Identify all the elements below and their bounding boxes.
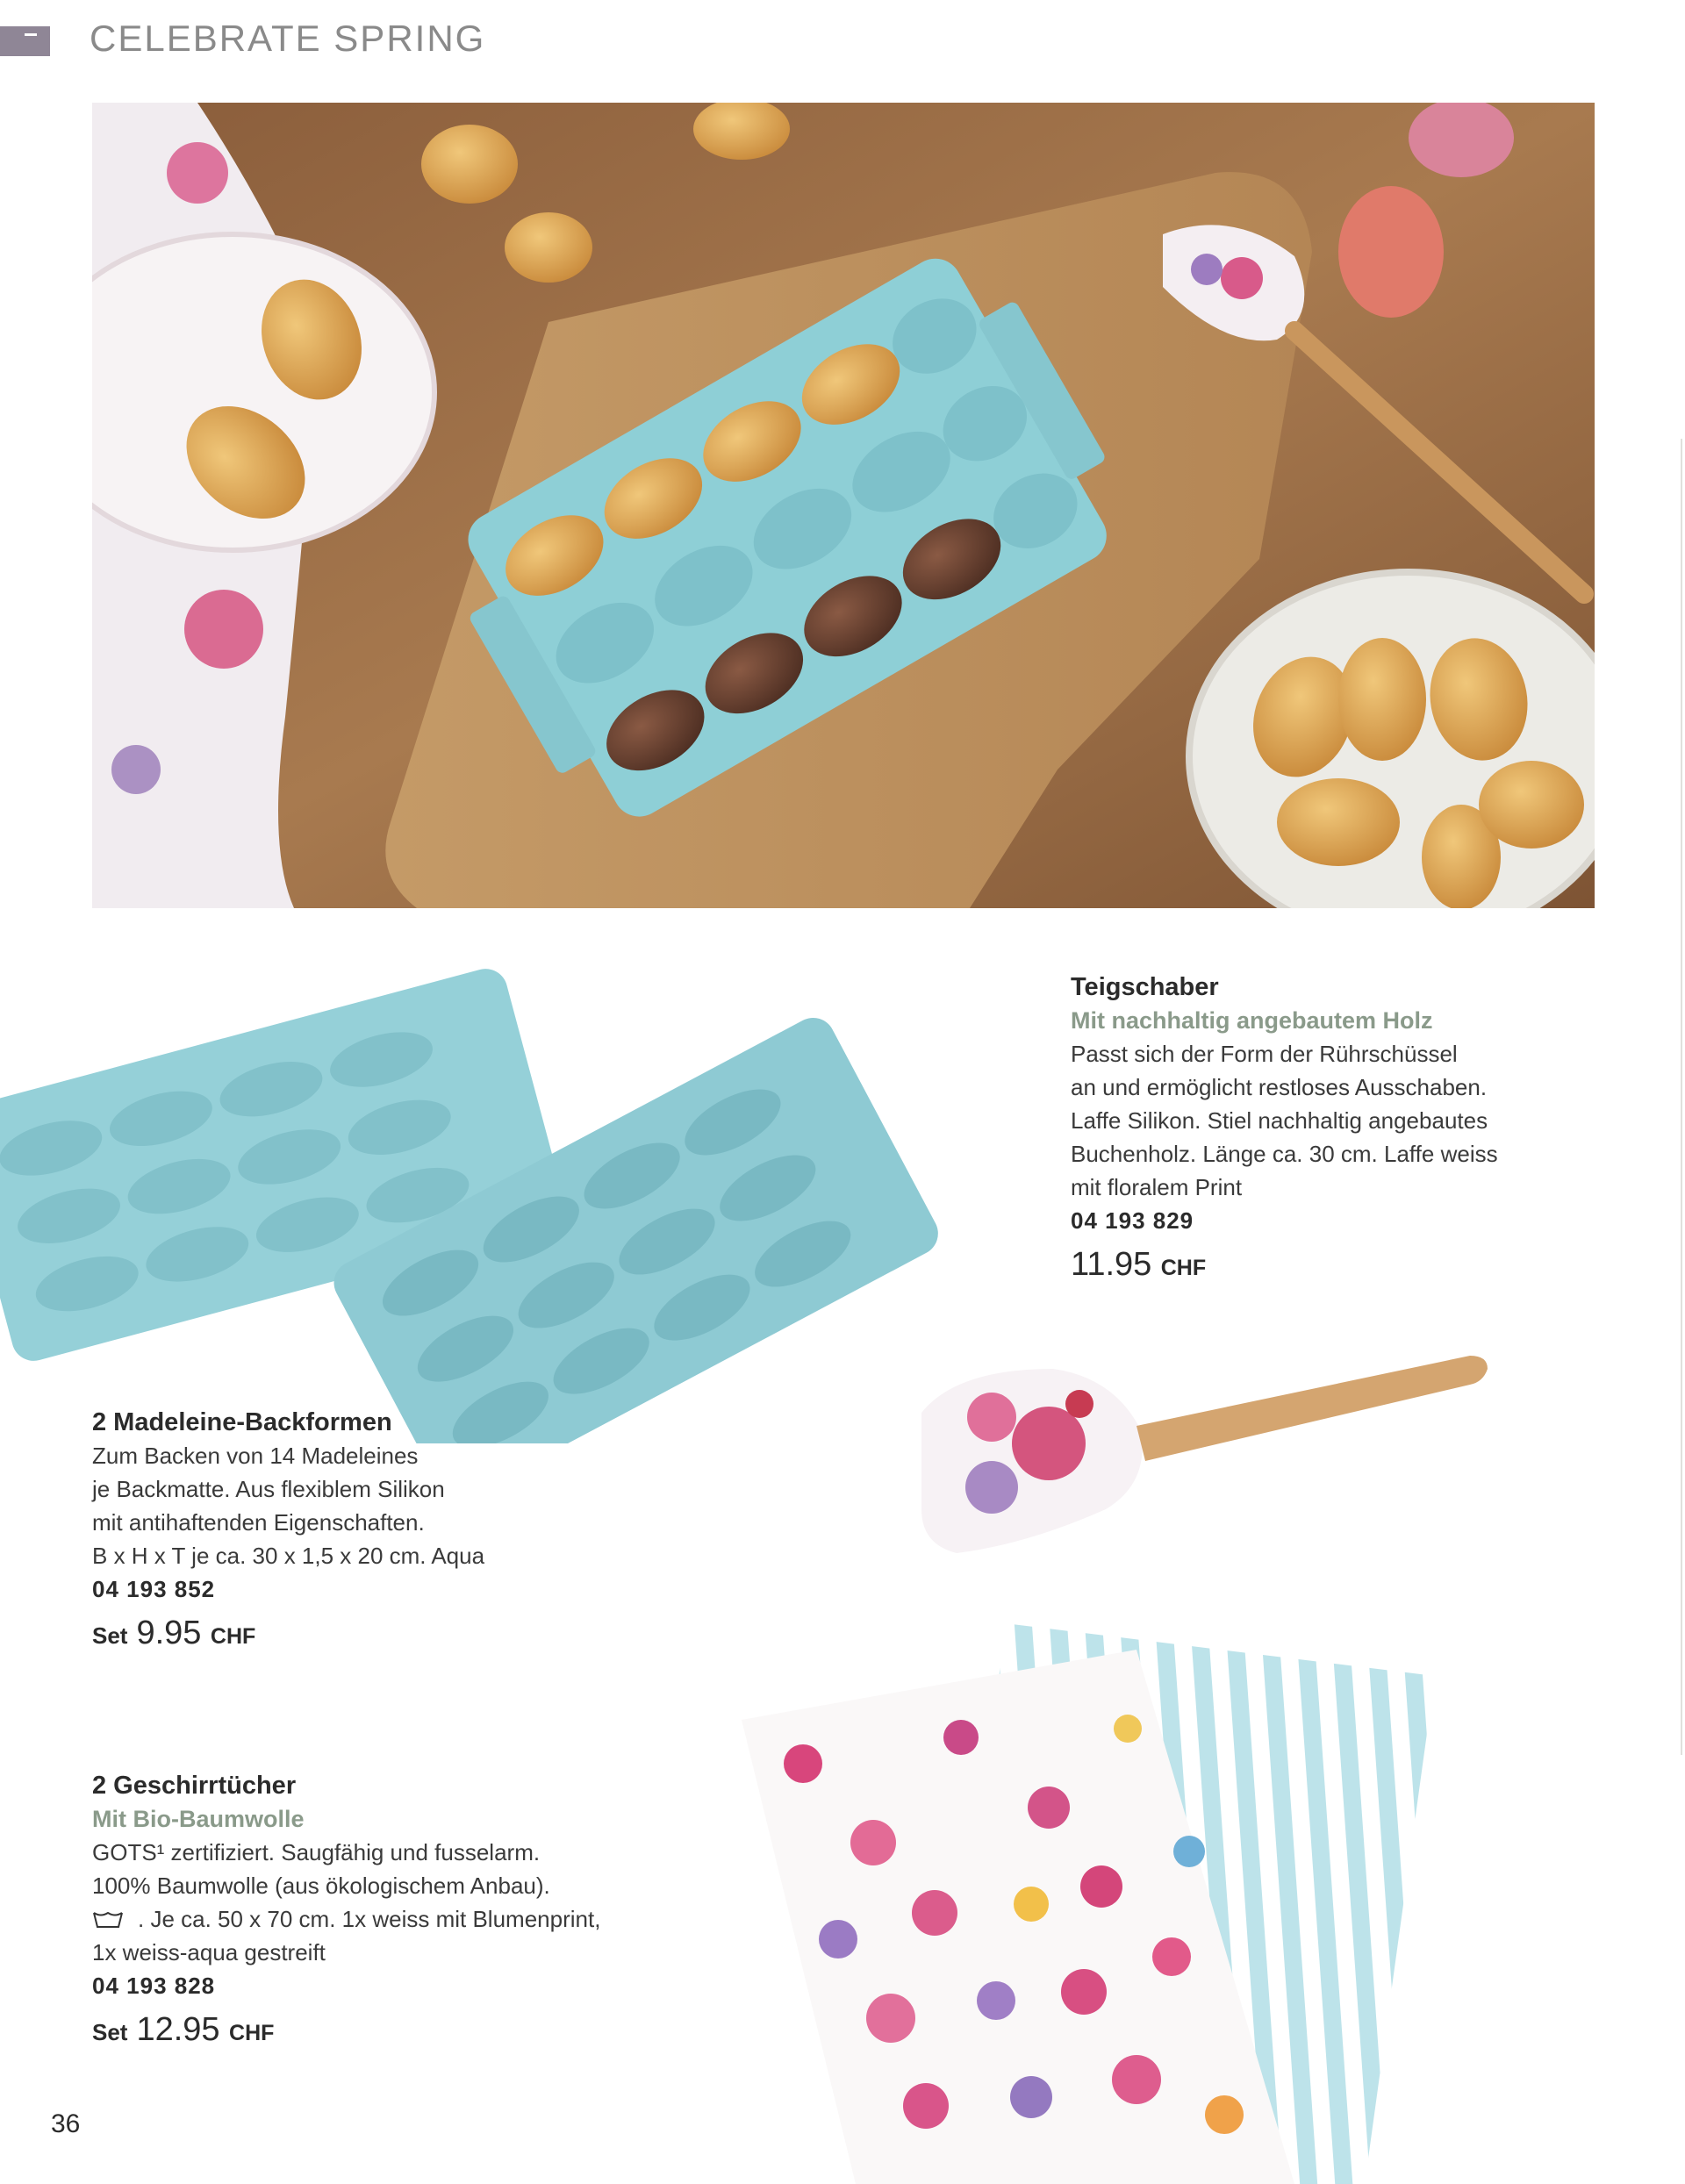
product-spatula [1071,970,1562,1293]
desc-line: mit antihaftenden Eigenschaften. [92,1509,425,1536]
desc-line: Buchenholz. Länge ca. 30 cm. Laffe weiss [1071,1141,1498,1167]
desc-line: je Backmatte. Aus flexiblem Silikon [92,1476,445,1502]
desc-line: Passt sich der Form der Rührschüssel [1071,1041,1458,1067]
spatula-subtitle: Mit nachhaltig angebautem Holz [1071,1007,1433,1034]
spatula-article-number: 04 193 829 [1071,1207,1194,1234]
price-prefix: Set [92,1622,128,1649]
spatula-description [1071,1037,1562,1204]
price-value: 9.95 [136,1615,202,1651]
desc-line-text: . Je ca. 50 x 70 cm. 1x weiss mit Blumenprint, [92,1906,601,1932]
section-tab-marker [0,26,50,56]
tea-towels-image [733,1623,1444,2184]
page-number: 36 [51,2109,81,2138]
page-header-title: CELEBRATE SPRING [90,18,486,59]
price-prefix: Set [92,2019,128,2045]
desc-line: 100% Baumwolle (aus ökologischem Anbau). [92,1873,550,1899]
madeleine-molds-image [0,952,1000,1443]
price-currency: CHF [229,2021,275,2045]
spatula-price [1071,1242,1562,1293]
towels-description [92,1836,654,1969]
spatula-image [904,1334,1501,1571]
desc-line: Laffe Silikon. Stiel nachhaltig angebautes [1071,1107,1488,1134]
towels-article-number: 04 193 828 [92,1973,216,1999]
desc-line: 1x weiss-aqua gestreift [92,1939,326,1966]
molds-price [92,1611,584,1662]
wash-symbol-icon [92,1909,124,1930]
price-value: 11.95 [1071,1246,1152,1283]
desc-line: mit floralem Print [1071,1174,1243,1200]
desc-line: B x H x T je ca. 30 x 1,5 x 20 cm. Aqua [92,1543,485,1569]
hero-photo [92,103,1595,908]
molds-title: 2 Madeleine-Backformen [92,1408,392,1436]
page-edge-divider [1681,439,1682,1755]
towels-price [92,2008,654,2059]
desc-line: Zum Backen von 14 Madeleines [92,1443,419,1469]
desc-line: GOTS¹ zertifiziert. Saugfähig und fusselarm. [92,1839,541,1865]
product-tea-towels [92,1769,654,2059]
price-currency: CHF [210,1624,256,1649]
molds-article-number: 04 193 852 [92,1576,216,1602]
molds-description [92,1439,584,1572]
spatula-title: Teigschaber [1071,973,1219,1001]
towels-title: 2 Geschirrtücher [92,1772,297,1800]
towels-subtitle: Mit Bio-Baumwolle [92,1806,305,1832]
price-currency: CHF [1160,1256,1207,1280]
desc-line [92,1902,654,1936]
price-value: 12.95 [136,2011,220,2048]
desc-line: an und ermöglicht restloses Ausschaben. [1071,1074,1488,1100]
product-madeleine-molds [92,1406,584,1662]
